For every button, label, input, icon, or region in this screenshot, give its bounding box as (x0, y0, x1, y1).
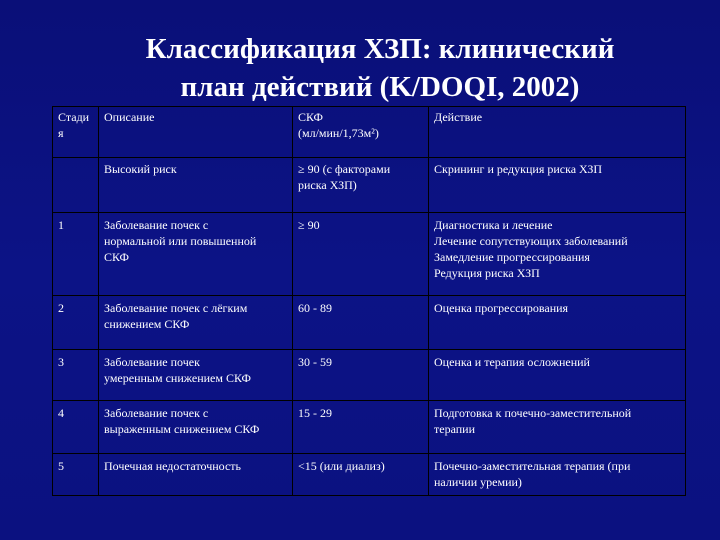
table-row (53, 454, 686, 496)
cell-stage: 5 (53, 454, 99, 496)
cell-stage: 2 (53, 296, 99, 350)
cell-stage: 3 (53, 350, 99, 401)
cell-stage (53, 158, 99, 213)
cell-description: Заболевание почек с выраженным снижением СКФ (99, 401, 293, 454)
cell-action: Почечно-заместительная терапия (при наличии уремии) (429, 454, 686, 496)
cell-stage: 4 (53, 401, 99, 454)
cell-description: Заболевание почек с лёгким снижением СКФ (99, 296, 293, 350)
title-line-2: план действий (K/DOQI, 2002) (180, 71, 580, 103)
cell-action: Диагностика и лечение Лечение сопутствующих заболеваний Замедление прогрессирования Редукция риска ХЗП (429, 213, 686, 296)
header-gfr: СКФ (мл/мин/1,73м²) (293, 107, 429, 158)
ckd-classification-table (52, 106, 686, 496)
cell-gfr: ≥ 90 (293, 213, 429, 296)
header-action: Действие (429, 107, 686, 158)
cell-description: Высокий риск (99, 158, 293, 213)
slide-title (70, 30, 690, 106)
cell-action: Подготовка к почечно-заместительной терапии (429, 401, 686, 454)
cell-gfr: <15 (или диализ) (293, 454, 429, 496)
title-line-1: Классификация ХЗП: клинический (145, 33, 615, 65)
table-row (53, 158, 686, 213)
header-stage: Стади я (53, 107, 99, 158)
cell-action: Оценка прогрессирования (429, 296, 686, 350)
table-row (53, 296, 686, 350)
table-row (53, 213, 686, 296)
table-row (53, 350, 686, 401)
cell-gfr: 60 - 89 (293, 296, 429, 350)
cell-gfr: ≥ 90 (с факторами риска ХЗП) (293, 158, 429, 213)
cell-stage: 1 (53, 213, 99, 296)
table-row (53, 401, 686, 454)
cell-action: Оценка и терапия осложнений (429, 350, 686, 401)
table-header-row (53, 107, 686, 158)
cell-action: Скрининг и редукция риска ХЗП (429, 158, 686, 213)
header-description: Описание (99, 107, 293, 158)
cell-description: Заболевание почек с нормальной или повышенной СКФ (99, 213, 293, 296)
cell-gfr: 15 - 29 (293, 401, 429, 454)
cell-description: Заболевание почек умеренным снижением СКФ (99, 350, 293, 401)
cell-description: Почечная недостаточность (99, 454, 293, 496)
cell-gfr: 30 - 59 (293, 350, 429, 401)
